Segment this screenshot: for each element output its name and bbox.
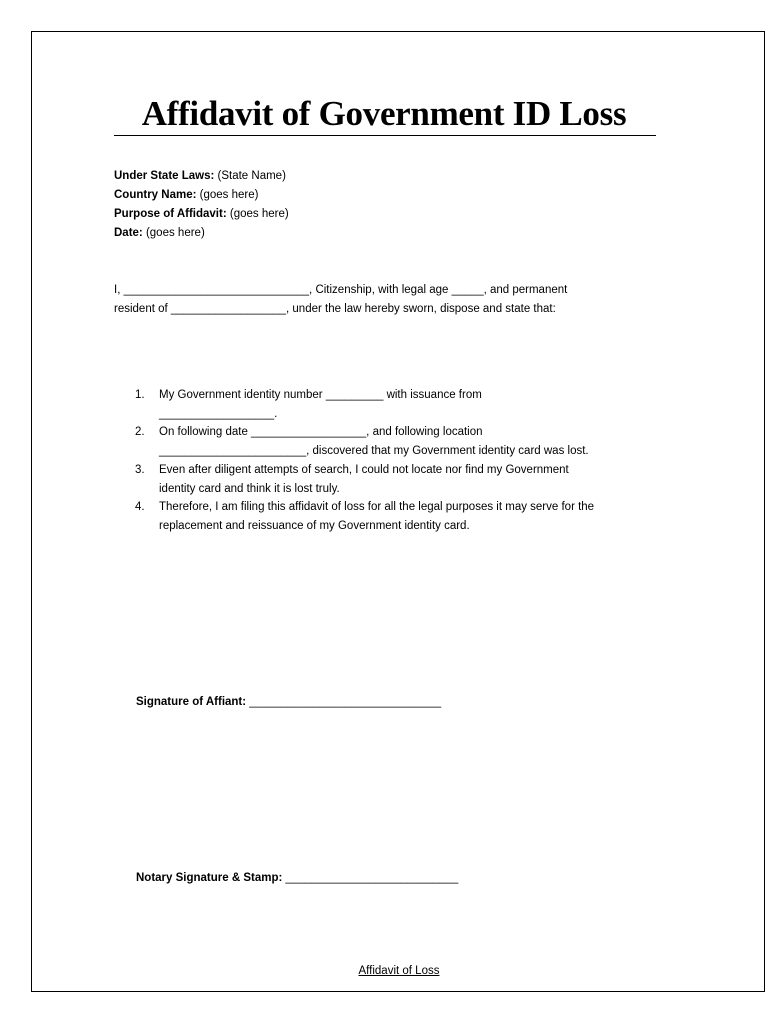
document-page	[31, 31, 765, 992]
statement-line: identity card and think it is lost truly.	[159, 482, 340, 495]
statement-line: My Government identity number _________ with issuance from	[159, 389, 482, 401]
notary-signature-line	[136, 869, 458, 888]
title-underline	[114, 135, 656, 136]
statement-line: Therefore, I am filing this affidavit of loss for all the legal purposes it may serve for the	[159, 501, 595, 514]
notary-signature-blank: ___________________________	[282, 872, 459, 884]
statement-number: 2.	[135, 426, 145, 439]
meta-state-laws	[114, 167, 674, 186]
statement-line: replacement and reissuance of my Government identity card.	[159, 519, 470, 532]
statement-line: On following date __________________, and following location	[159, 426, 483, 439]
statement-number: 4.	[135, 501, 145, 514]
document-title: Affidavit of Government ID Loss	[141, 94, 627, 133]
meta-value: (goes here)	[142, 227, 205, 239]
statement-list	[114, 386, 674, 536]
statement-line: _______________________, discovered that my Government identity card was lost.	[159, 445, 589, 458]
statement-number: 3.	[135, 463, 145, 476]
affiant-signature-blank: ______________________________	[246, 696, 442, 708]
affiant-signature-label: Signature of Affiant:	[136, 696, 247, 708]
notary-signature-label: Notary Signature & Stamp:	[136, 872, 283, 884]
meta-value: (goes here)	[196, 189, 259, 201]
intro-line: I, _____________________________, Citizenship, with legal age _____, and permanent	[114, 284, 568, 296]
footer-text: Affidavit of Loss	[358, 965, 440, 977]
meta-label: Under State Laws:	[114, 170, 215, 182]
meta-label: Purpose of Affidavit:	[114, 208, 227, 220]
statement-item	[114, 461, 674, 498]
affiant-signature-line	[136, 693, 441, 712]
meta-label: Date:	[114, 227, 143, 239]
statement-line: Even after diligent attempts of search, I could not locate nor find my Government	[159, 463, 569, 476]
meta-label: Country Name:	[114, 189, 197, 201]
document-meta	[114, 167, 674, 243]
meta-value: (State Name)	[214, 170, 286, 182]
intro-paragraph	[114, 281, 674, 319]
intro-line: resident of __________________, under the law hereby sworn, dispose and state that:	[114, 303, 556, 315]
statement-item	[114, 386, 674, 423]
statement-item	[114, 423, 674, 460]
meta-value: (goes here)	[226, 208, 289, 220]
page-footer	[32, 962, 766, 980]
meta-purpose	[114, 205, 674, 224]
meta-date	[114, 224, 674, 243]
statement-line: __________________.	[159, 407, 278, 420]
meta-country-name	[114, 186, 674, 205]
statement-number: 1.	[135, 389, 145, 401]
statement-item	[114, 498, 674, 535]
